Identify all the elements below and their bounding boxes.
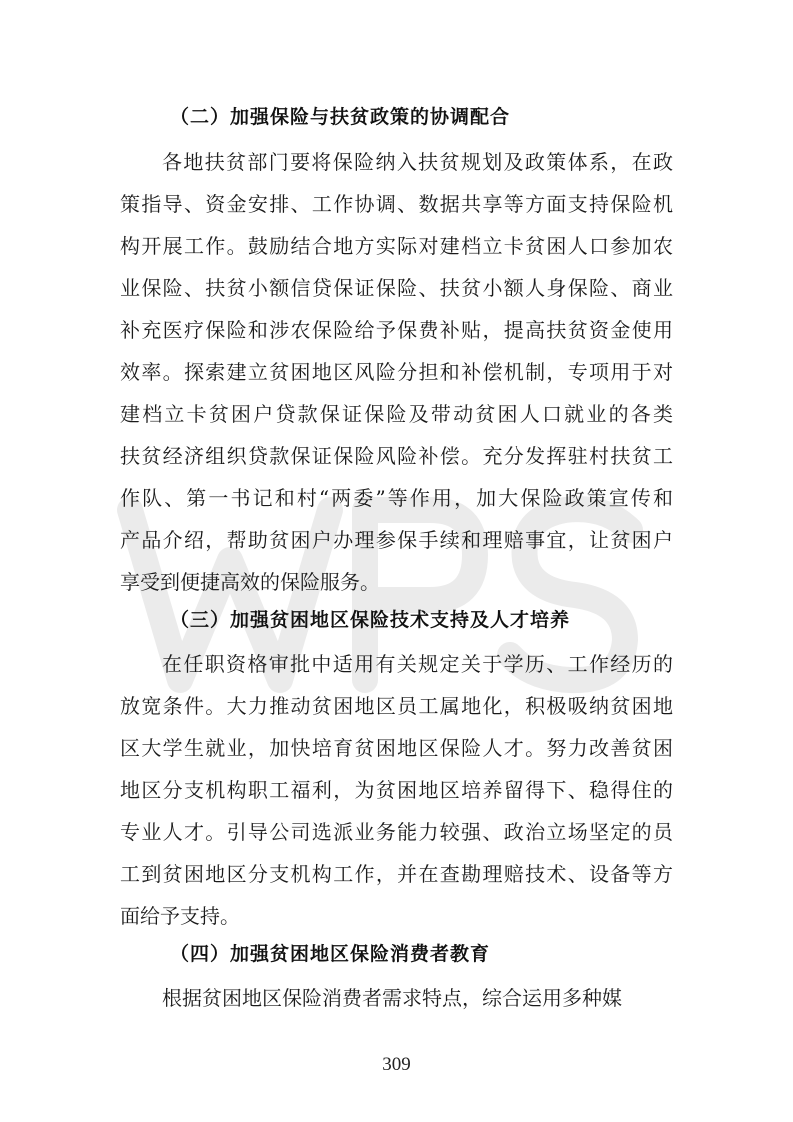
paragraph-line: 效率。探索建立贫困地区风险分担和补偿机制，专项用于对	[120, 360, 673, 384]
paragraph-line: 地区分支机构职工福利，为贫困地区培养留得下、稳得住的	[120, 778, 673, 802]
paragraph-line: 构开展工作。鼓励结合地方实际对建档立卡贫困人口参加农	[120, 234, 673, 258]
paragraph-line: 根据贫困地区保险消费者需求特点，综合运用多种媒	[162, 986, 622, 1010]
paragraph-line: 专业人才。引导公司选派业务能力较强、政治立场坚定的员	[120, 820, 673, 844]
paragraph-line: 工到贫困地区分支机构工作，并在查勘理赔技术、设备等方	[120, 862, 673, 886]
paragraph-line: 作队、第一书记和村“两委”等作用，加大保险政策宣传和	[120, 486, 673, 510]
paragraph-line: 放宽条件。大力推动贫困地区员工属地化，积极吸纳贫困地	[120, 694, 673, 718]
section-heading-4: （四）加强贫困地区保险消费者教育	[170, 943, 491, 965]
paragraph-line: 补充医疗保险和涉农保险给予保费补贴，提高扶贫资金使用	[120, 318, 673, 342]
paragraph-line: 区大学生就业，加快培育贫困地区保险人才。努力改善贫困	[120, 736, 673, 760]
paragraph-line: 业保险、扶贫小额信贷保证保险、扶贫小额人身保险、商业	[120, 276, 673, 300]
paragraph-line: 建档立卡贫困户贷款保证保险及带动贫困人口就业的各类	[120, 402, 673, 426]
section-heading-2: （二）加强保险与扶贫政策的协调配合	[170, 106, 511, 128]
paragraph-line: 面给予支持。	[120, 904, 240, 928]
paragraph-line: 在任职资格审批中适用有关规定关于学历、工作经历的	[162, 652, 673, 676]
paragraph-line: 扶贫经济组织贷款保证保险风险补偿。充分发挥驻村扶贫工	[120, 444, 673, 468]
paragraph-line: 享受到便捷高效的保险服务。	[120, 570, 380, 594]
paragraph-line: 各地扶贫部门要将保险纳入扶贫规划及政策体系，在政	[162, 150, 673, 174]
paragraph-line: 策指导、资金安排、工作协调、数据共享等方面支持保险机	[120, 192, 673, 216]
page-number: 309	[382, 1054, 411, 1075]
section-heading-3: （三）加强贫困地区保险技术支持及人才培养	[170, 609, 571, 631]
paragraph-line: 产品介绍，帮助贫困户办理参保手续和理赔事宜，让贫困户	[120, 528, 673, 552]
